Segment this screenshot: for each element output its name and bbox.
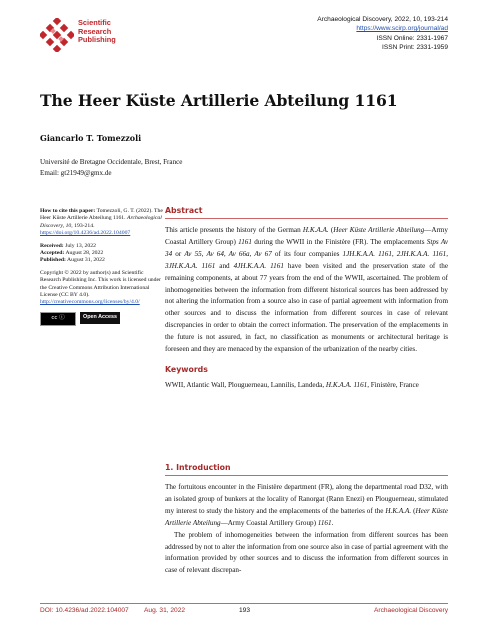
license-link[interactable]: http://creativecommons.org/licenses/by/4.0/	[40, 299, 140, 306]
author-name: Giancarlo T. Tomezzoli	[40, 133, 142, 143]
accepted-label: Accepted:	[40, 250, 65, 257]
article-title: The Heer Küste Artillerie Abteilung 1161	[40, 91, 398, 110]
publisher-line: Scientific	[78, 18, 111, 27]
footer-journal: Archaeological Discovery	[373, 607, 448, 614]
introduction-section	[165, 463, 448, 577]
accepted-date: August 28, 2022	[65, 250, 104, 257]
journal-url-link[interactable]: https://www.scirp.org/journal/ad	[356, 25, 448, 33]
abstract-section	[165, 206, 448, 392]
cite-pages: 193-214.	[74, 222, 95, 229]
page-footer	[40, 603, 448, 614]
license-badges	[40, 312, 165, 326]
publisher-line: Publishing	[78, 35, 116, 45]
keywords-heading: Keywords	[165, 364, 208, 374]
introduction-heading: 1. Introduction	[165, 463, 448, 476]
intro-paragraph: The problem of inhomogeneities between the information from different sources has been addressed by not to alter the information from one source also in case of partial agreement with the information provided by other sources and to discuss the information from different sources in case of relevant discrepan-	[165, 530, 448, 575]
page-number: 193	[239, 607, 251, 614]
issn-print: ISSN Print: 2331-1959	[382, 43, 448, 51]
received-date: July 13, 2022	[65, 242, 96, 249]
copyright	[40, 270, 165, 307]
cc-by-badge-icon[interactable]: cc ⓘ	[40, 312, 76, 326]
abstract-text: This article presents the history of the German H.K.A.A. (Heer Küste Artillerie Abteilung—Army Coastal Artillery Group) 1161 during the WWII in the Finistère (FR). The emplacements Stps Av 34 or Av 55, Av 64, Av 66a, Av 67 of its four companies 1JH.K.A.A. 1161, 2JH.K.A.A. 1161, 3JH.K.A.A. 1161 and 4JH.K.A.A. 1161 have been visited and the preservation state of the remaining components, at about 77 years from the end of the WWII, ascertained. The problem of inhomogeneities between the information from different historical sources has been addressed by not altering the information from a source also in case of partial agreement with information from other sources and to discuss the information from different sources in case of relevant discrepancies in order to obtain the correct information. The preservation of the emplacements in the future is not assured, in fact, no classification as monuments or architectural heritage is foreseen and they are menaced by the expansion of the urbanization of the nearby cities.	[165, 226, 448, 354]
article-sidebar	[40, 208, 165, 326]
footer-date: Aug. 31, 2022	[144, 607, 186, 614]
cite-text: Tomezzoli, G. T. (2022). The Heer Küste Artillerie Abteilung 1161.	[40, 208, 163, 222]
footer-doi: DOI: 10.4236/ad.2022.104007	[40, 607, 129, 614]
intro-paragraph: The fortuitous encounter in the Finistère department (FR), along the departmental road D32, with an isolated group of bunkers at the locality of Ranorgat (Rann Enezi) en Plouguerneau, stimulated my interest to study the history and the emplacements of the batteries of the H.K.A.A. (Heer Küste Artillerie Abteilung—Army Coastal Artillery Group) 1161.	[165, 483, 448, 527]
publisher-line: Research	[78, 26, 112, 36]
issn-online: ISSN Online: 2331-1967	[376, 34, 448, 42]
journal-info	[317, 15, 448, 52]
abstract-heading: Abstract	[165, 206, 448, 219]
email: Email: gt21949@gmx.de	[40, 168, 112, 177]
srp-logo-icon	[40, 18, 74, 52]
cite-journal: Archaeological Discovery, 10,	[40, 215, 162, 229]
keywords-text: WWII, Atlantic Wall, Plouguerneau, Lannilis, Landeda, H.K.A.A. 1161, Finistère, France	[165, 380, 419, 389]
publisher-name	[78, 19, 116, 45]
copyright-text: Copyright © 2022 by author(s) and Scientific Research Publishing Inc. This work is licensed under the Creative Commons Attribution International License (CC BY 4.0).	[40, 269, 161, 299]
affiliation: Université de Bretagne Occidentale, Brest, France	[40, 158, 183, 166]
published-date: August 31, 2022	[67, 257, 105, 264]
cite-label: How to cite this paper:	[40, 208, 96, 214]
cite-doi-link[interactable]: https://doi.org/10.4236/ad.2022.104007	[40, 230, 131, 237]
received-label: Received:	[40, 242, 64, 249]
open-access-badge: Open Access	[80, 312, 120, 324]
published-label: Published:	[40, 257, 66, 264]
how-to-cite	[40, 208, 165, 238]
affiliation-block	[40, 157, 182, 178]
journal-citation: Archaeological Discovery, 2022, 10, 193-214	[317, 16, 448, 23]
dates	[40, 243, 165, 265]
